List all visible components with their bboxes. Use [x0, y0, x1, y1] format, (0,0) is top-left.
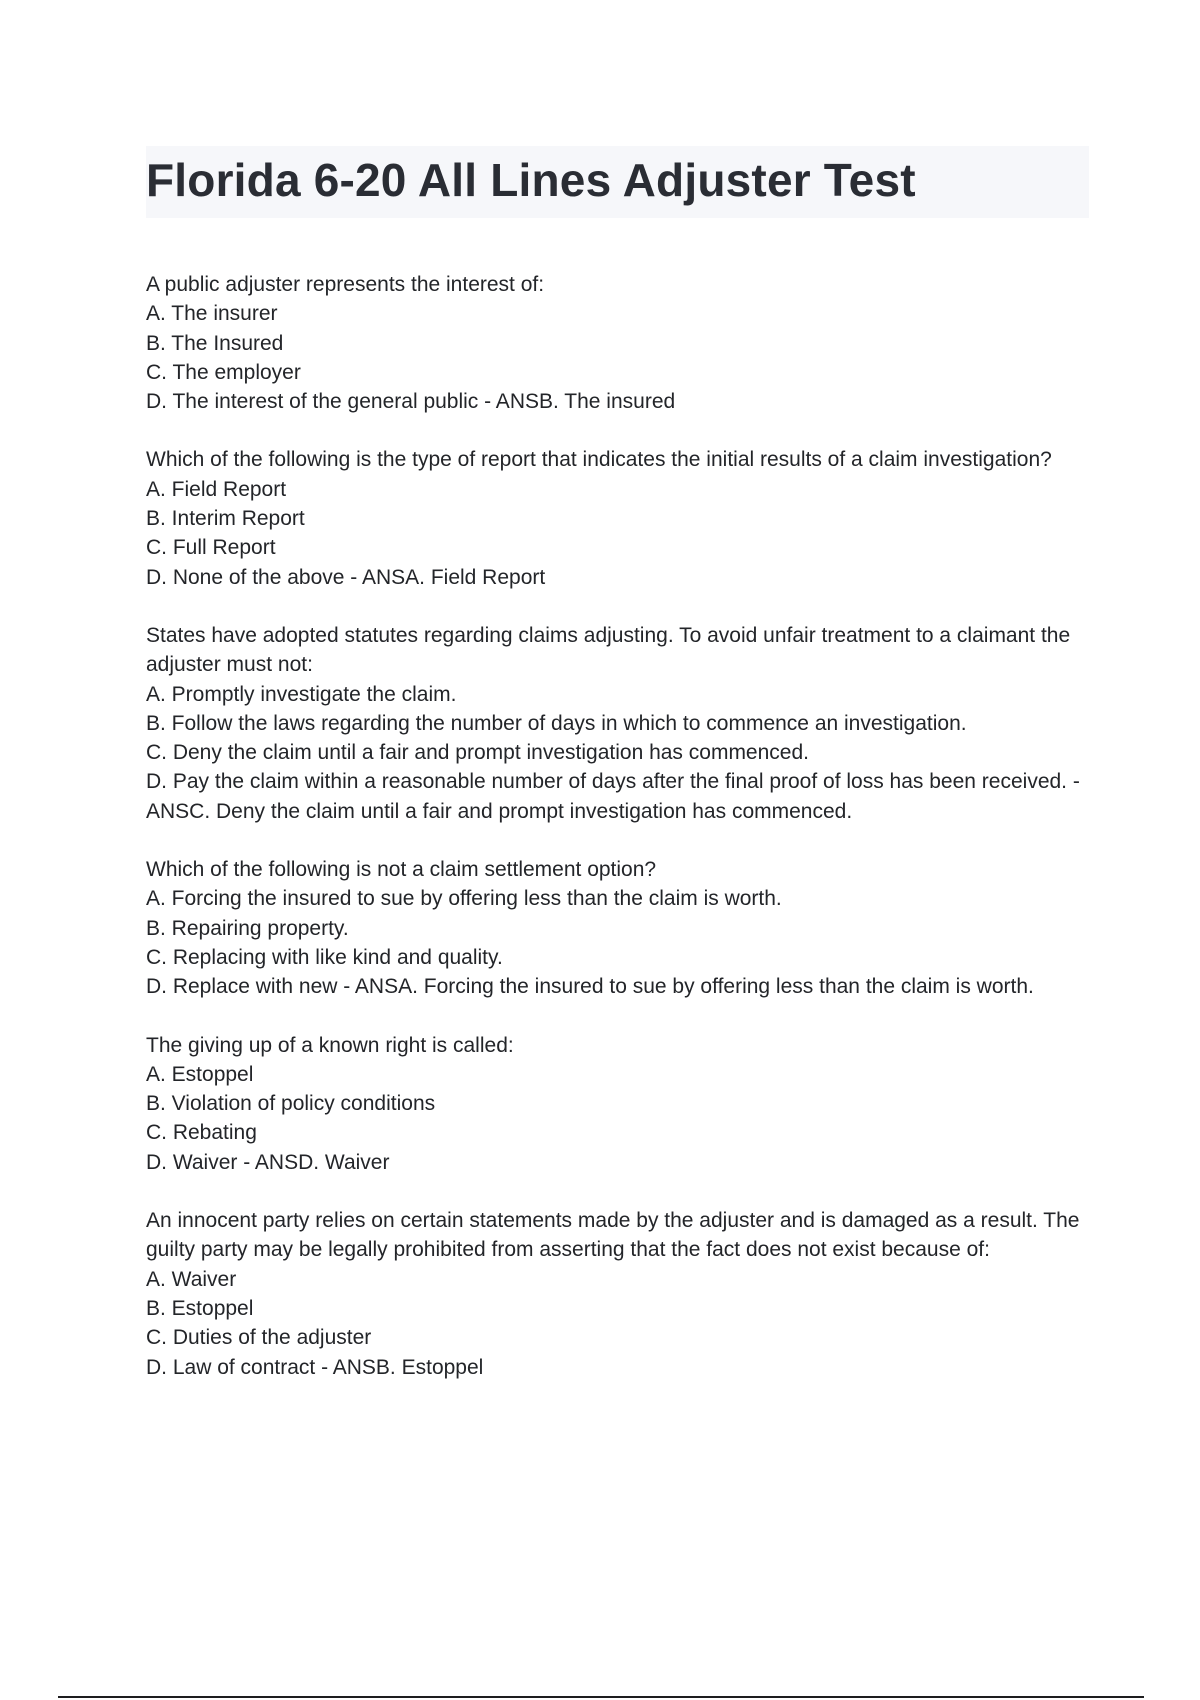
answer-option: B. Repairing property.: [146, 916, 349, 940]
answer-option: A. Promptly investigate the claim.: [146, 682, 457, 706]
answer-option-with-key: D. Waiver - ANSD. Waiver: [146, 1150, 390, 1174]
answer-option: A. Estoppel: [146, 1062, 254, 1086]
answer-option: A. Waiver: [146, 1267, 237, 1291]
answer-option: C. Full Report: [146, 536, 276, 560]
question-prompt: A public adjuster represents the interest of:: [146, 273, 545, 296]
answer-option: B. Estoppel: [146, 1296, 254, 1320]
question-block: [146, 855, 1096, 1001]
answer-option: B. Follow the laws regarding the number of days in which to commence an investigation.: [146, 711, 967, 735]
answer-option: B. The Insured: [146, 331, 284, 355]
title-band: [146, 146, 1089, 218]
question-prompt: Which of the following is the type of report that indicates the initial results of a claim investigation?: [146, 448, 1052, 472]
question-prompt: The giving up of a known right is called:: [146, 1033, 514, 1057]
answer-option: C. Replacing with like kind and quality.: [146, 945, 503, 969]
question-block: [146, 270, 1096, 416]
answer-option: B. Violation of policy conditions: [146, 1092, 436, 1116]
answer-option-with-key: D. The interest of the general public - ANSB. The insured: [146, 390, 676, 414]
page-title: Florida 6-20 All Lines Adjuster Test: [146, 154, 916, 206]
question-block: [146, 621, 1096, 826]
answer-option-with-key: D. Pay the claim within a reasonable number of days after the final proof of loss has been received. - ANSC. Deny the claim until a fair and prompt investigation has commenced.: [146, 770, 1080, 823]
answer-option: B. Interim Report: [146, 507, 305, 531]
question-prompt: An innocent party relies on certain statements made by the adjuster and is damaged as a result. The guilty party may be legally prohibited from asserting that the fact does not exist because of:: [146, 1209, 1080, 1262]
question-block: [146, 1031, 1096, 1177]
answer-option-with-key: D. None of the above - ANSA. Field Report: [146, 565, 546, 589]
footer-divider: [58, 1696, 1144, 1698]
question-block: [146, 1206, 1096, 1382]
question-prompt: Which of the following is not a claim settlement option?: [146, 858, 657, 882]
answer-option: C. The employer: [146, 360, 301, 384]
answer-option: C. Duties of the adjuster: [146, 1326, 372, 1350]
question-block: [146, 445, 1096, 591]
answer-option: A. Forcing the insured to sue by offering less than the claim is worth.: [146, 887, 782, 911]
answer-option: A. The insurer: [146, 302, 278, 326]
answer-option-with-key: D. Law of contract - ANSB. Estoppel: [146, 1355, 484, 1379]
answer-option: C. Rebating: [146, 1121, 257, 1145]
question-list: [146, 270, 1096, 1411]
answer-option-with-key: D. Replace with new - ANSA. Forcing the insured to sue by offering less than the claim is worth.: [146, 975, 1034, 999]
question-prompt: States have adopted statutes regarding claims adjusting. To avoid unfair treatment to a claimant the adjuster must not:: [146, 623, 1071, 677]
answer-option: C. Deny the claim until a fair and prompt investigation has commenced.: [146, 741, 809, 765]
answer-option: A. Field Report: [146, 477, 287, 501]
